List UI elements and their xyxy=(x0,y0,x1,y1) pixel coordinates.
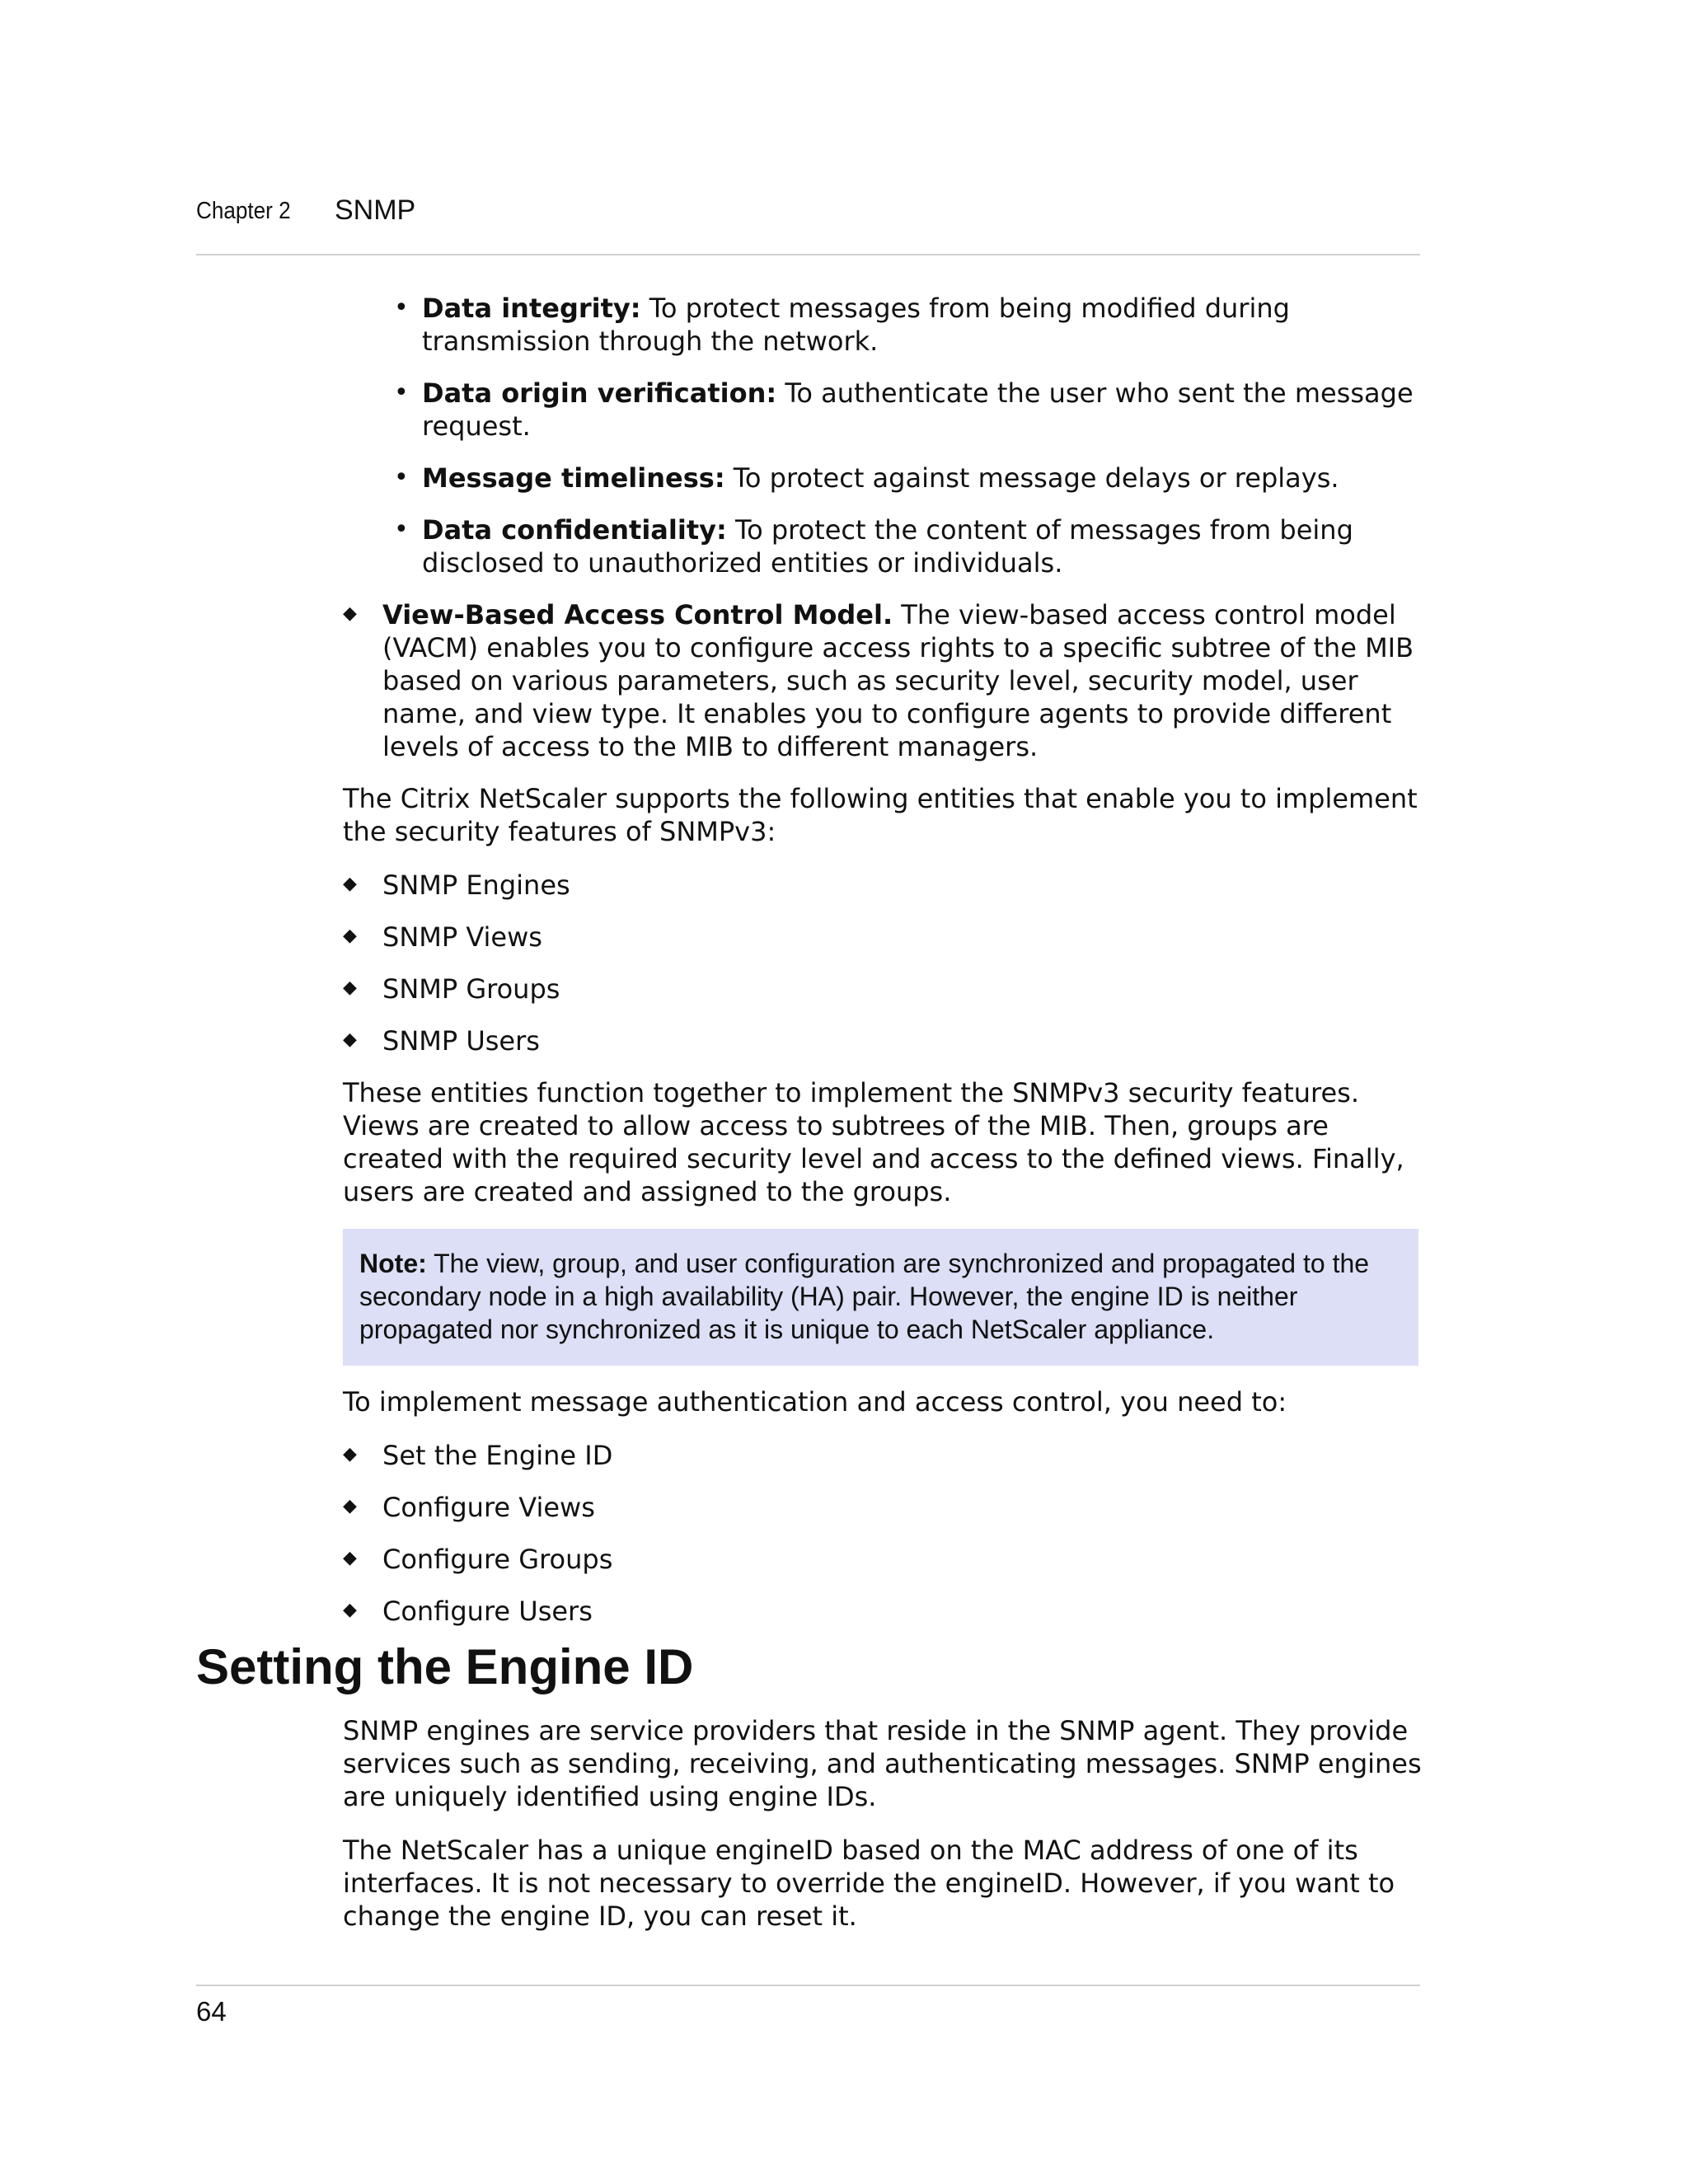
item-label: Set the Engine ID xyxy=(382,1440,613,1471)
bullet-dot-icon: • xyxy=(394,515,409,544)
term: Data integrity: xyxy=(422,293,641,324)
list-item xyxy=(382,513,1431,579)
bullet-diamond-icon: ◆ xyxy=(343,1029,357,1050)
list-item xyxy=(343,1024,1431,1057)
item-label: SNMP Engines xyxy=(382,869,570,901)
bullet-diamond-icon: ◆ xyxy=(343,603,357,624)
bullet-dot-icon: • xyxy=(394,463,409,492)
item-label: SNMP Views xyxy=(382,921,542,953)
list-item xyxy=(343,1439,1431,1472)
list-item xyxy=(343,1595,1431,1628)
bullet-diamond-icon: ◆ xyxy=(343,1548,357,1568)
description: The view-based access control model (VACM) enables you to configure access rights to a specific subtree of the MIB based on various parameters, such as security level, security model, user name, and view type. It enables you to configure agents to provide different levels of access to the MIB to different managers. xyxy=(382,599,1414,762)
section-heading: Setting the Engine ID xyxy=(196,1639,694,1694)
vacm-list xyxy=(343,598,1431,763)
description: To protect against message delays or replays. xyxy=(724,462,1339,494)
note-box xyxy=(343,1229,1418,1366)
entities-list xyxy=(343,869,1431,1057)
tasks-intro: To implement message authentication and access control, you need to: xyxy=(343,1386,1287,1418)
list-item xyxy=(382,462,1431,494)
term: Message timeliness: xyxy=(422,462,725,494)
chapter-label: Chapter 2 xyxy=(196,198,291,224)
term: Data origin verification: xyxy=(422,377,777,409)
note-text: The view, group, and user configuration are synchronized and propagated to the secondary node in a high availability (HA) pair. However, the engine ID is neither propagated nor synchronized as it is unique to each NetScaler appliance. xyxy=(359,1249,1370,1344)
list-item xyxy=(382,292,1431,358)
note-label: Note: xyxy=(359,1249,427,1278)
entities-explanation: These entities function together to implement the SNMPv3 security features. Views are created to allow access to subtrees of the MIB. Then, groups are created with the required security level and access to the defined views. Finally, users are created and assigned to the groups. xyxy=(343,1077,1404,1207)
bullet-dot-icon: • xyxy=(394,378,409,407)
list-item xyxy=(343,972,1431,1005)
description: To authenticate the user who sent the message request. xyxy=(422,377,1414,442)
item-label: SNMP Users xyxy=(382,1025,540,1057)
bullet-diamond-icon: ◆ xyxy=(343,1600,357,1620)
list-item xyxy=(343,869,1431,902)
bullet-diamond-icon: ◆ xyxy=(343,1496,357,1516)
bullet-diamond-icon: ◆ xyxy=(343,1444,357,1465)
main-content xyxy=(343,292,1431,1647)
item-label: Configure Users xyxy=(382,1596,593,1627)
footer-rule xyxy=(196,1985,1420,1986)
section-paragraph: SNMP engines are service providers that reside in the SNMP agent. They provide services such as sending, receiving, and authenticating messages. SNMP engines are uniquely identified using engine IDs. xyxy=(343,1715,1422,1812)
item-label: Configure Views xyxy=(382,1492,595,1523)
security-services-list xyxy=(382,292,1431,579)
bullet-dot-icon: • xyxy=(394,293,409,322)
item-label: SNMP Groups xyxy=(382,973,560,1005)
list-item xyxy=(382,377,1431,443)
description: To protect the content of messages from being disclosed to unauthorized entities or individuals. xyxy=(422,514,1353,579)
page-number: 64 xyxy=(196,1996,227,2027)
section-body xyxy=(343,1714,1431,1953)
bullet-diamond-icon: ◆ xyxy=(343,977,357,998)
tasks-list xyxy=(343,1439,1431,1628)
entities-intro: The Citrix NetScaler supports the following entities that enable you to implement the security features of SNMPv3: xyxy=(343,783,1418,847)
section-paragraph: The NetScaler has a unique engineID based on the MAC address of one of its interfaces. It is not necessary to override the engineID. However, if you want to change the engine ID, you can reset it. xyxy=(343,1835,1395,1932)
list-item xyxy=(343,1491,1431,1524)
description: To protect messages from being modified during transmission through the network. xyxy=(422,293,1290,357)
running-header xyxy=(196,194,1420,226)
list-item xyxy=(343,598,1431,763)
list-item xyxy=(343,1543,1431,1576)
bullet-diamond-icon: ◆ xyxy=(343,926,357,946)
header-rule xyxy=(196,254,1420,255)
chapter-title: SNMP xyxy=(335,194,416,226)
term: Data confidentiality: xyxy=(422,514,727,546)
item-label: Configure Groups xyxy=(382,1544,613,1575)
term: View-Based Access Control Model. xyxy=(382,599,893,630)
list-item xyxy=(343,921,1431,954)
bullet-diamond-icon: ◆ xyxy=(343,874,357,894)
